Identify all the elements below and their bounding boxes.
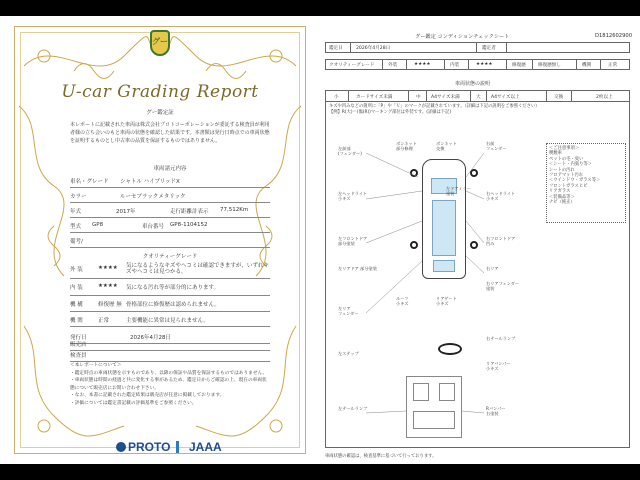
remarks-label: 備考/ <box>70 239 83 245</box>
damage-diagram-box <box>325 90 630 448</box>
report-notes: ＜本レポートについて＞ ・鑑定時点の車両状態を示すものであり、以降の保証や品質を保証するものではありません。 ・車両状態は時間の経過と共に変化する事があるため、鑑定日からご確認の上、現在の車両状態について販売店にお問い合わせ下さい。 ・なお、本書に記載された鑑定結果は販売店が任意に掲載しております。 ・評価については鑑定書記載の評価基準をご参照ください。 <box>70 363 268 406</box>
row-year <box>70 203 270 218</box>
callout-right-rear: 右リア <box>486 266 499 271</box>
callout-front-left: 左前部 (フェンダー) <box>338 146 362 157</box>
interior-description: 気になる汚れ等が部分的にあります。 <box>126 285 220 291</box>
callout-right-front-door: 右フロントドア 凹み <box>486 236 516 247</box>
inspection-basis-note: 車両状態の確認は、検査基準に基づいて行っております。 <box>325 454 437 459</box>
chassis-number-label: 車台番号 <box>142 224 165 230</box>
row-car-name <box>70 173 270 188</box>
sheet-id: D1812602900 <box>595 33 632 39</box>
inspection-date-label: 鑑定日 <box>329 46 343 51</box>
chassis-number-value: GP8-1104152 <box>170 222 208 228</box>
exterior-stars: ★★★★ <box>98 265 118 271</box>
callout-bonnet-repair: ボンネット 部分修理 <box>396 141 417 152</box>
quality-grade-label: クオリティーグレード <box>329 63 375 68</box>
interior-label: 内 装 <box>70 285 83 291</box>
callout-roof: ルーフ 小キズ <box>396 296 409 307</box>
jaaa-logo-text: JAAA <box>189 440 222 454</box>
exterior-label: 外装 <box>388 63 398 68</box>
condition-check-sheet <box>320 16 640 464</box>
callout-rear-gate: リアゲート 小キズ <box>436 296 457 307</box>
model-type-value: GP8 <box>92 222 104 228</box>
callout-right-tail-lamp: 右テールランプ <box>486 336 516 341</box>
date-row <box>325 42 630 53</box>
callout-left-rear-fender: 左リア フェンダー <box>338 306 359 317</box>
row-remarks <box>70 233 270 248</box>
document-sheet <box>0 16 640 464</box>
row-type <box>70 218 270 233</box>
size-medium-mark: 中 <box>416 95 421 100</box>
proto-mark-icon <box>116 442 126 452</box>
callout-right-front-fender: 右前 フェンダー <box>486 141 507 152</box>
car-name-value: シャトル ハイブリッドX <box>120 179 180 185</box>
shop-label: 販売店 <box>70 342 87 348</box>
odometer-label: 走行距離計表示 <box>170 209 209 215</box>
odometer-value: 77,512Km <box>220 207 249 213</box>
color-value: ルーセブラックメタリック <box>120 194 186 200</box>
size-large-mark: 大 <box>476 95 481 100</box>
callout-left-door-mirror: 左ドアミラー 塗装 <box>446 186 471 197</box>
callout-left-step: 左ステップ <box>338 351 359 356</box>
engine-label: 機 関 <box>70 318 83 324</box>
inspection-date-value: 2026年4月28日 <box>356 46 391 51</box>
repair-history-value: 修復歴無し <box>538 63 561 68</box>
engine-label: 機関 <box>582 63 592 68</box>
engine-description: 主要機能に異常は見られません。 <box>126 318 209 324</box>
interior-stars: ★★★★ <box>98 283 118 289</box>
callout-left-rear-door: 左リアドア 部分塗装 <box>338 266 377 271</box>
inspector-label: 鑑定者 <box>482 46 496 51</box>
repair-history-value: 修復歴 無 <box>98 302 122 308</box>
condition-sheet-title: グー鑑定 コンディションチェックシート <box>415 34 510 40</box>
callout-right-rear-fender: 右リアフェンダー 塗装 <box>486 281 520 292</box>
callout-right-headlight: 右ヘッドライト 小キズ <box>486 191 516 202</box>
marking-legend-note: キズや凹みなどの箇所に「P」や「Ｖ」のマークが記載されています。（詳細は下記の説明をご参照ください） 【例】R(大)＝(傷(R))マーキング部位は外装です。(詳細は下記) <box>329 104 540 115</box>
engine-value: 正常 <box>608 63 618 68</box>
callout-rear-bumper: リアバンパー 小キズ <box>486 361 511 372</box>
size-replace-mark: 交換 <box>554 95 564 100</box>
color-label: カラー <box>70 194 87 200</box>
exterior-stars: ★★★★ <box>414 62 431 67</box>
interior-notes-panel: ＜ご注意事項＞ 喫煙車 ペットの毛・臭い ＜シート・内張り等＞ シートの汚れ フロアマット汚れ ＜ウインドウ・ガラス等＞ フロントガラスヒビ リアガラス ＜装備品等＞ ナビ（純正） <box>546 143 626 223</box>
row-inspector <box>70 347 270 362</box>
row-engine <box>70 312 270 327</box>
engine-value: 正常 <box>98 318 110 324</box>
size-small-desc: カードサイズ未満 <box>356 95 393 100</box>
certificate-intro: 本レポートに記載された車両は株式会社プロトコーポレーションが委託する検査員が利用者様の立ち会いのもと車両の状態を確認した結果です。本書類は発行日時点での車両状態を証明するものとし中古車の品質を保証するものではありません。 <box>70 122 270 144</box>
size-replace-desc: 2枚以上 <box>596 95 613 100</box>
quality-grade-heading: クオリティーグレード <box>142 254 198 260</box>
exterior-description: 気になるようなキズやヘコミは確認できますが、いずれキズやヘコミは見つかる。 <box>126 263 269 275</box>
vehicle-detail-heading: 車両諸元内容 <box>153 166 187 172</box>
certificate-subtitle: グー鑑定証 <box>146 110 174 116</box>
inspector-label: 検査員 <box>70 353 87 359</box>
row-color <box>70 188 270 203</box>
vehicle-state-heading: 車両状態の説明 <box>455 81 491 87</box>
callout-bonnet-replace: ボンネット 交換 <box>436 141 457 152</box>
row-mechanism <box>70 296 270 312</box>
repair-history-description: 骨格部位に修復歴は認められません。 <box>126 302 220 308</box>
row-exterior-grade <box>70 261 270 279</box>
size-large-desc: A4サイズ以上 <box>491 95 520 100</box>
callout-left-front-door: 左フロントドア 部分塗装 <box>338 236 368 247</box>
proto-logo <box>116 440 170 454</box>
year-value: 2017年 <box>116 209 136 215</box>
callout-left-tail-lamp: 左テールランプ <box>338 406 368 411</box>
model-type-label: 型式 <box>70 224 82 230</box>
callout-rear-bumper-right: Rバンパー 右塗装 <box>486 406 506 417</box>
size-medium-desc: A4サイズ未満 <box>431 95 460 100</box>
jaaa-logo <box>176 440 222 454</box>
row-interior-grade <box>70 279 270 296</box>
car-name-label: 車名・グレード <box>70 179 109 185</box>
interior-stars: ★★★★ <box>476 62 493 67</box>
issue-date-value: 2026年4月28日 <box>130 335 171 341</box>
exterior-label: 外 装 <box>70 267 83 273</box>
certificate-title: U-car Grading Report <box>61 82 259 102</box>
issue-date-label: 発行日 <box>70 335 87 341</box>
interior-label: 内装 <box>450 63 460 68</box>
jaaa-mark-icon <box>176 441 186 453</box>
grading-certificate <box>0 16 320 464</box>
proto-logo-text: PROTO <box>128 440 171 454</box>
emblem-seal: グー <box>150 30 170 56</box>
repair-history-label: 修復歴 <box>512 63 526 68</box>
mechanism-label: 機 構 <box>70 302 83 308</box>
callout-left-headlight: 左ヘッドライト 小キズ <box>338 191 368 202</box>
grade-summary-row <box>325 59 630 70</box>
size-small-mark: 小 <box>334 95 339 100</box>
year-label: 年式 <box>70 209 82 215</box>
